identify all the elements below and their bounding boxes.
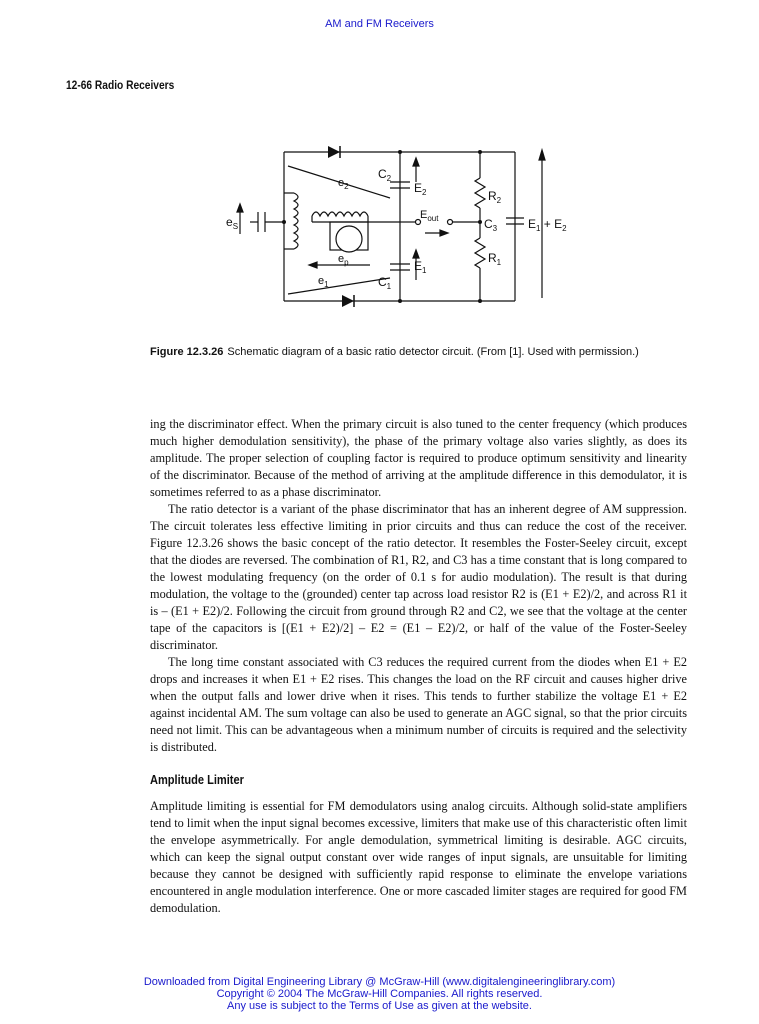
paragraph-1: ing the discriminator effect. When the primary circuit is also tuned to the center frequency (which produces much higher demodulation sensitivity), the phase of the primary voltage also varies slightly, as does its amplitude. The proper selection of coupling factor is required to produce optimum sensitivity and linearity of the discriminator. Because of the method of arriving at the amplitude difference in this demodulator, it is sometimes referred to as a phase discriminator. — [150, 417, 687, 499]
label-e2: $e_2$ — [338, 177, 349, 191]
junction-dot — [478, 150, 482, 154]
signal-source — [336, 226, 362, 252]
junction-dot — [478, 220, 482, 224]
r2-resistor — [475, 178, 485, 208]
ratio-detector-schematic — [220, 138, 567, 318]
running-head: AM and FM Receivers — [325, 18, 434, 30]
page-footer — [0, 976, 759, 1012]
label-eout: $E_{out}$ — [420, 209, 439, 223]
eout-terminal-right — [448, 220, 453, 225]
label-c1: $C_1$ — [378, 275, 392, 291]
figure-caption-text: Schematic diagram of a basic ratio detector circuit. (From [1]. Used with permission.) — [227, 346, 639, 358]
ratio-detector-figure — [220, 138, 567, 318]
footer-line-1[interactable]: Downloaded from Digital Engineering Library @ McGraw-Hill (www.digitalengineeringlibrary.com) — [143, 976, 616, 988]
footer-line-2: Copyright © 2004 The McGraw-Hill Companies. All rights reserved. — [216, 988, 543, 1000]
body-column-upper — [150, 416, 687, 756]
figure-caption-label: Figure 12.3.26 — [150, 346, 224, 358]
section-head: 12-66 Radio Receivers — [66, 78, 175, 92]
junction-dot — [282, 220, 286, 224]
paragraph-4: Amplitude limiting is essential for FM demodulators using analog circuits. Although solid-state amplifiers tend to limit when the input signal becomes excessive, limiters that make use of this characteristic often limit the envelope asymmetrically. For angle demodulation, symmetrical limiting is desirable. AGC circuits, which can keep the signal output constant over wide ranges of input signals, are unsuitable for limiting because they cannot be designed with sufficiently rapid response to eliminate the envelope variations encountered in angle modulation interference. One or more cascaded limiter stages are required for good FM demodulation. — [150, 799, 687, 915]
paragraph-3: The long time constant associated with C3 reduces the required current from the diodes when E1 + E2 drops and increases it when E1 + E2 rises. This changes the load on the RF circuit and causes higher drive when the output falls and lower drive when it rises. This tends to further stabilize the voltage E1 + E2 against incidental AM. The sum voltage can also be used to generate an AGC signal, so that the prior circuits need not limit. This can be advantageous when a minimum number of circuits is required and the selectivity is distributed. — [150, 655, 687, 754]
bottom-diode — [342, 295, 354, 307]
label-e1-cap: $E_1$ — [414, 259, 427, 275]
primary-coil — [312, 212, 368, 216]
junction-dot — [478, 299, 482, 303]
secondary-coil — [294, 193, 298, 249]
body-column-lower — [150, 798, 687, 917]
r1-resistor — [475, 238, 485, 268]
footer-line-3[interactable]: Any use is subject to the Terms of Use as given at the website. — [227, 1000, 532, 1012]
label-r2: $R_2$ — [488, 189, 502, 205]
top-diode — [328, 146, 340, 158]
paragraph-2: The ratio detector is a variant of the phase discriminator that has an inherent degree of AM suppression. The circuit tolerates less effective limiting in prior circuits and thus can reduce the cost of the receiver. Figure 12.3.26 shows the basic concept of the ratio detector. It resembles the Foster-Seeley circuit, except that the diodes are reversed. The combination of R1, R2, and C3 has a time constant that is long compared to the lowest modulating frequency (on the order of 0.1 s for audio modulation). The result is that during modulation, the voltage to the (grounded) center tap across load resistor R2 is (E1 + E2)/2, and across R1 it is – (E1 + E2)/2. Following the circuit from ground through R2 and C2, we see that the voltage at the center tape of the capacitors is [(E1 + E2)/2] – E2 = (E1 – E2)/2, or half of the value of the Foster-Seeley discriminator. — [150, 502, 687, 652]
label-c2: $C_2$ — [378, 167, 392, 183]
e1-vector — [288, 278, 390, 294]
junction-dot — [398, 299, 402, 303]
figure-caption — [150, 345, 690, 360]
label-c3: $C_3$ — [484, 217, 498, 233]
label-sum: $E_1 + E_2$ — [528, 217, 567, 233]
junction-dot — [398, 150, 402, 154]
label-r1: $R_1$ — [488, 251, 502, 267]
label-e2-cap: $E_2$ — [414, 181, 427, 197]
subheading-amplitude-limiter: Amplitude Limiter — [150, 772, 244, 787]
label-es: $e_S$ — [226, 215, 239, 231]
label-ep: $e_p$ — [338, 253, 349, 267]
label-e1: $e_1$ — [318, 275, 329, 289]
